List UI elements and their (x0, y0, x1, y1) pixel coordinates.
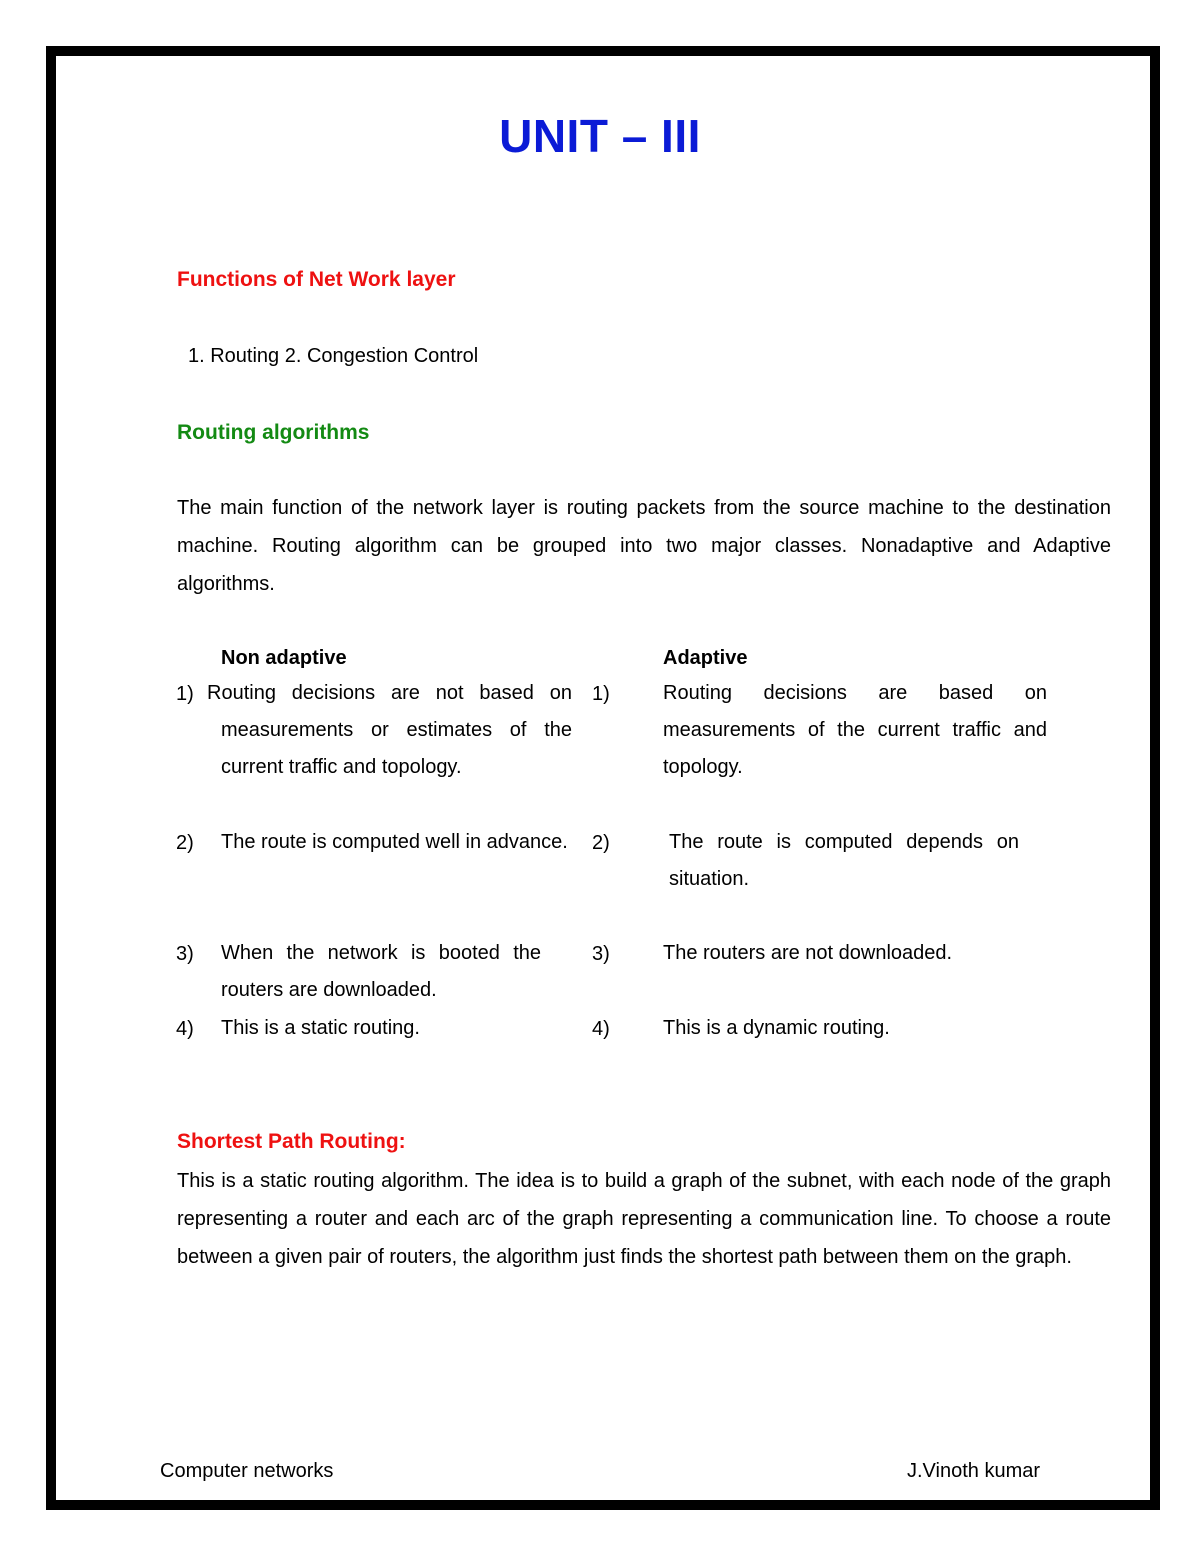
functions-list: 1. Routing 2. Congestion Control (188, 345, 479, 367)
footer-author: J.Vinoth kumar (907, 1460, 1041, 1482)
left-row-text-content: Routing decisions are not based on measurements or estimates of the current traffic and topology. (207, 682, 572, 778)
left-row-text: When the network is booted the routers are downloaded. (221, 942, 541, 1001)
left-row-text (207, 675, 572, 786)
footer-course: Computer networks (160, 1460, 334, 1482)
right-row-number: 2) (592, 832, 610, 854)
right-row-number: 3) (592, 943, 610, 965)
page-title: UNIT – III (499, 110, 701, 162)
left-row-number: 4) (176, 1018, 194, 1040)
shortest-path-paragraph: This is a static routing algorithm. The idea is to build a graph of the subnet, with each node of the graph representing a router and each arc of the graph representing a communication line. To choose a route between a given pair of routers, the algorithm just finds the shortest path between them on the graph. (177, 1170, 1111, 1268)
left-row-number: 3) (176, 943, 194, 965)
functions-heading: Functions of Net Work layer (177, 268, 456, 291)
non-adaptive-header: Non adaptive (221, 647, 347, 669)
left-row-text: The route is computed well in advance. (221, 831, 568, 853)
right-row-text: This is a dynamic routing. (663, 1017, 890, 1039)
routing-heading: Routing algorithms (177, 421, 370, 444)
left-row-number: 1) (176, 683, 194, 705)
right-row-text: The route is computed depends on situation. (669, 831, 1019, 890)
shortest-path-heading: Shortest Path Routing: (177, 1130, 406, 1153)
right-row-text: The routers are not downloaded. (663, 942, 953, 964)
left-row-text: This is a static routing. (221, 1017, 420, 1039)
right-row-text: Routing decisions are based on measurements of the current traffic and topology. (663, 682, 1047, 778)
adaptive-header: Adaptive (663, 647, 748, 669)
right-row-number: 4) (592, 1018, 610, 1040)
routing-paragraph: The main function of the network layer is routing packets from the source machine to the destination machine. Routing algorithm can be grouped into two major classes. Nonadaptive and Adaptive algorithms. (177, 497, 1111, 595)
right-row-number: 1) (592, 683, 610, 705)
left-row-number: 2) (176, 832, 194, 854)
